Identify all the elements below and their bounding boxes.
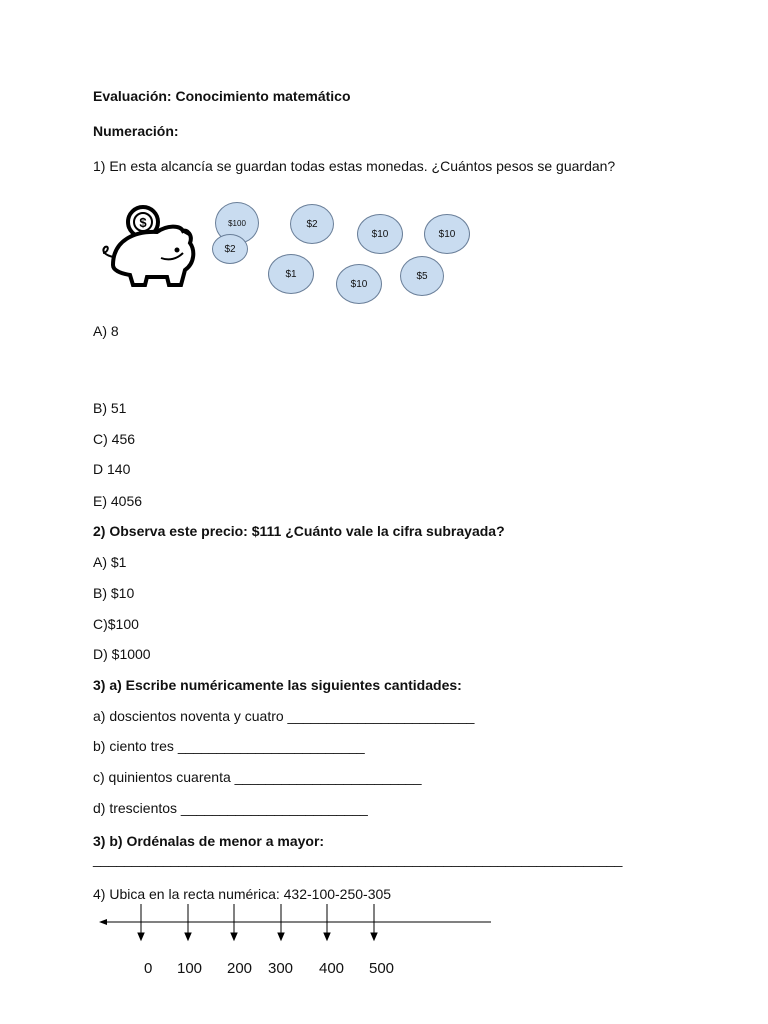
question-4-prompt: 4) Ubica en la recta numérica: 432-100-250-305 xyxy=(93,886,392,902)
coin: $1 xyxy=(268,254,314,294)
page-title: Evaluación: Conocimiento matemático xyxy=(93,88,351,104)
question-1-prompt: 1) En esta alcancía se guardan todas estas monedas. ¿Cuántos pesos se guardan? xyxy=(93,158,616,174)
coin: $100 xyxy=(215,202,259,244)
option-b: B) $10 xyxy=(93,585,135,601)
coin: $5 xyxy=(400,256,444,296)
option-c: C)$100 xyxy=(93,616,139,632)
fill-item: a) doscientos noventa y cuatro ________________________ xyxy=(93,708,475,724)
option-b: B) 51 xyxy=(93,400,127,416)
question-3a-prompt: 3) a) Escribe numéricamente las siguientes cantidades: xyxy=(93,677,462,693)
number-line xyxy=(95,900,495,945)
tick-label: 400 xyxy=(319,960,345,977)
section-heading: Numeración: xyxy=(93,123,179,139)
option-a: A) 8 xyxy=(93,323,119,339)
option-e: E) 4056 xyxy=(93,493,143,509)
svg-text:$: $ xyxy=(139,215,147,230)
tick-label: 100 xyxy=(177,960,203,977)
answer-line: ____________________________________________________________________ xyxy=(93,851,623,867)
question-2-prompt: 2) Observa este precio: $111 ¿Cuánto vale la cifra subrayada? xyxy=(93,523,505,539)
coin: $2 xyxy=(212,234,248,264)
question-3b-prompt: 3) b) Ordénalas de menor a mayor: xyxy=(93,833,325,849)
tick-label: 500 xyxy=(369,960,395,977)
coin: $10 xyxy=(424,214,470,254)
option-c: C) 456 xyxy=(93,431,136,447)
tick-label: 300 xyxy=(268,960,294,977)
option-a: A) $1 xyxy=(93,554,127,570)
tick-label: 0 xyxy=(144,960,153,977)
piggy-bank-icon xyxy=(95,195,210,305)
fill-item: b) ciento tres ________________________ xyxy=(93,738,365,754)
coin: $10 xyxy=(357,214,403,254)
option-d: D) $1000 xyxy=(93,646,151,662)
coin: $2 xyxy=(290,204,334,244)
option-d: D 140 xyxy=(93,461,131,477)
coin: $10 xyxy=(336,264,382,304)
tick-label: 200 xyxy=(227,960,253,977)
fill-item: c) quinientos cuarenta ________________________ xyxy=(93,769,422,785)
fill-item: d) trescientos ________________________ xyxy=(93,800,368,816)
